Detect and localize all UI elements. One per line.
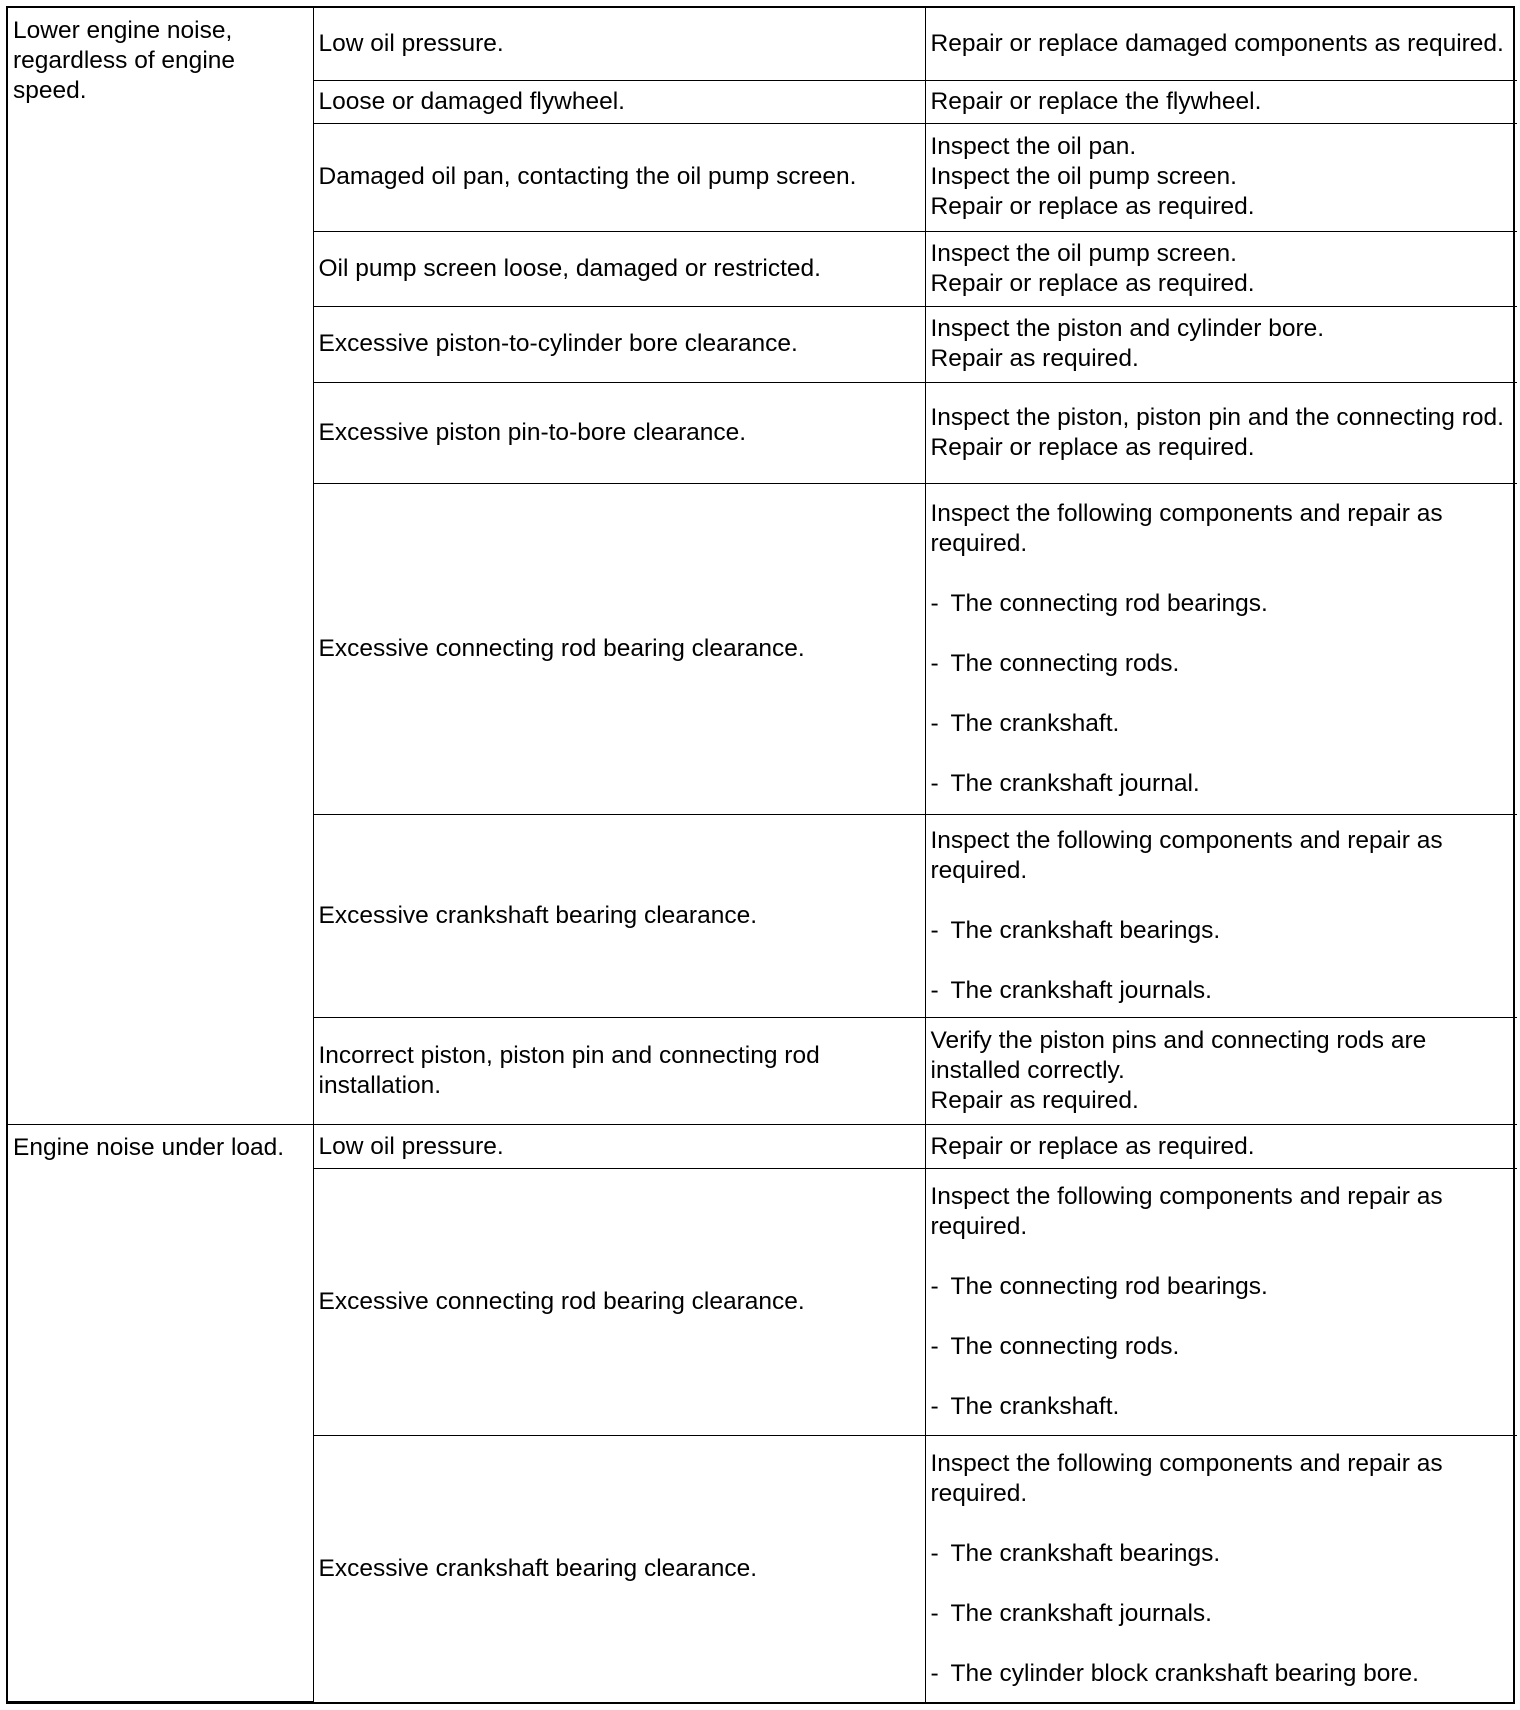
action-line: Repair or replace as required. xyxy=(930,193,1255,221)
action-line: Inspect the following components and repair as required. xyxy=(930,1449,1443,1507)
action-line: Repair as required. xyxy=(930,345,1139,373)
action-cell xyxy=(925,382,1517,483)
action-line: Inspect the following components and repair as required. xyxy=(930,499,1443,557)
action-list-item xyxy=(931,1659,1512,1689)
cause-cell: Damaged oil pan, contacting the oil pump screen. xyxy=(313,124,925,231)
action-list-item xyxy=(931,589,1512,619)
cause-cell: Excessive connecting rod bearing clearance. xyxy=(313,1168,925,1435)
action-line: Inspect the oil pan. xyxy=(930,133,1137,161)
action-cell xyxy=(925,80,1517,124)
cause-cell: Excessive connecting rod bearing clearance. xyxy=(313,483,925,815)
action-line: Repair or replace as required. xyxy=(930,1132,1255,1160)
action-list-item-text: The crankshaft. xyxy=(950,709,1120,737)
list-dash: - xyxy=(930,709,939,737)
list-dash: - xyxy=(930,1599,939,1627)
diagnostic-table-body xyxy=(8,8,1517,1702)
list-dash: - xyxy=(930,1659,939,1687)
list-dash: - xyxy=(930,589,939,617)
action-list-item-text: The connecting rod bearings. xyxy=(950,589,1268,617)
action-list-item xyxy=(931,709,1512,739)
action-cell xyxy=(925,1018,1517,1125)
list-dash: - xyxy=(930,769,939,797)
condition-cell: Engine noise under load. xyxy=(8,1125,313,1702)
action-cell xyxy=(925,1168,1517,1435)
list-dash: - xyxy=(930,649,939,677)
action-line: Inspect the following components and repair as required. xyxy=(930,1182,1443,1240)
action-list-item-text: The connecting rods. xyxy=(950,649,1180,677)
list-dash: - xyxy=(930,1272,939,1300)
action-list-item xyxy=(931,1599,1512,1629)
action-cell xyxy=(925,483,1517,815)
action-list-item xyxy=(931,649,1512,679)
action-list-item xyxy=(931,1332,1512,1362)
action-cell xyxy=(925,1125,1517,1169)
action-line: Inspect the piston, piston pin and the connecting rod. xyxy=(930,403,1504,431)
action-list-item xyxy=(931,1272,1512,1302)
action-list-item xyxy=(931,916,1512,946)
action-list-item xyxy=(931,1539,1512,1569)
action-cell xyxy=(925,1435,1517,1701)
action-list-item-text: The connecting rods. xyxy=(950,1332,1180,1360)
action-list-item-text: The crankshaft journal. xyxy=(950,769,1200,797)
action-line: Repair or replace the flywheel. xyxy=(930,88,1262,116)
action-line: Inspect the oil pump screen. xyxy=(930,239,1237,267)
action-cell xyxy=(925,307,1517,382)
list-dash: - xyxy=(930,1332,939,1360)
action-list-item-text: The cylinder block crankshaft bearing bore. xyxy=(950,1659,1419,1687)
action-line: Repair or replace as required. xyxy=(930,269,1255,297)
action-cell xyxy=(925,815,1517,1018)
action-list-item xyxy=(931,769,1512,799)
action-list-item-text: The crankshaft bearings. xyxy=(950,1539,1221,1567)
engine-noise-diagnostic-table xyxy=(8,8,1517,1702)
table-row xyxy=(8,8,1517,80)
cause-cell: Loose or damaged flywheel. xyxy=(313,80,925,124)
cause-cell: Excessive crankshaft bearing clearance. xyxy=(313,1435,925,1701)
cause-cell: Excessive piston pin-to-bore clearance. xyxy=(313,382,925,483)
action-line: Repair as required. xyxy=(930,1087,1139,1115)
action-line: Verify the piston pins and connecting rods are installed correctly. xyxy=(930,1027,1427,1085)
action-list-item-text: The connecting rod bearings. xyxy=(950,1272,1268,1300)
cause-cell: Incorrect piston, piston pin and connecting rod installation. xyxy=(313,1018,925,1125)
action-list-item xyxy=(931,976,1512,1006)
cause-cell: Excessive crankshaft bearing clearance. xyxy=(313,815,925,1018)
action-cell xyxy=(925,231,1517,306)
cause-cell: Low oil pressure. xyxy=(313,8,925,80)
action-list-item-text: The crankshaft bearings. xyxy=(950,917,1221,945)
action-line: Repair or replace damaged components as required. xyxy=(930,29,1504,57)
action-list-item-text: The crankshaft journals. xyxy=(950,1599,1212,1627)
cause-cell: Excessive piston-to-cylinder bore clearance. xyxy=(313,307,925,382)
action-list-item-text: The crankshaft journals. xyxy=(950,977,1212,1005)
action-cell xyxy=(925,8,1517,80)
cause-cell: Oil pump screen loose, damaged or restricted. xyxy=(313,231,925,306)
action-line: Inspect the oil pump screen. xyxy=(930,163,1237,191)
action-list-item xyxy=(931,1392,1512,1422)
action-line: Repair or replace as required. xyxy=(930,433,1255,461)
list-dash: - xyxy=(930,1539,939,1567)
action-line: Inspect the following components and repair as required. xyxy=(930,827,1443,885)
condition-cell: Lower engine noise, regardless of engine speed. xyxy=(8,8,313,1125)
action-cell xyxy=(925,124,1517,231)
diagnostic-table-frame xyxy=(6,6,1515,1704)
action-list-item-text: The crankshaft. xyxy=(950,1392,1120,1420)
list-dash: - xyxy=(930,977,939,1005)
action-line: Inspect the piston and cylinder bore. xyxy=(930,315,1325,343)
list-dash: - xyxy=(930,917,939,945)
table-row xyxy=(8,1125,1517,1169)
cause-cell: Low oil pressure. xyxy=(313,1125,925,1169)
list-dash: - xyxy=(930,1392,939,1420)
